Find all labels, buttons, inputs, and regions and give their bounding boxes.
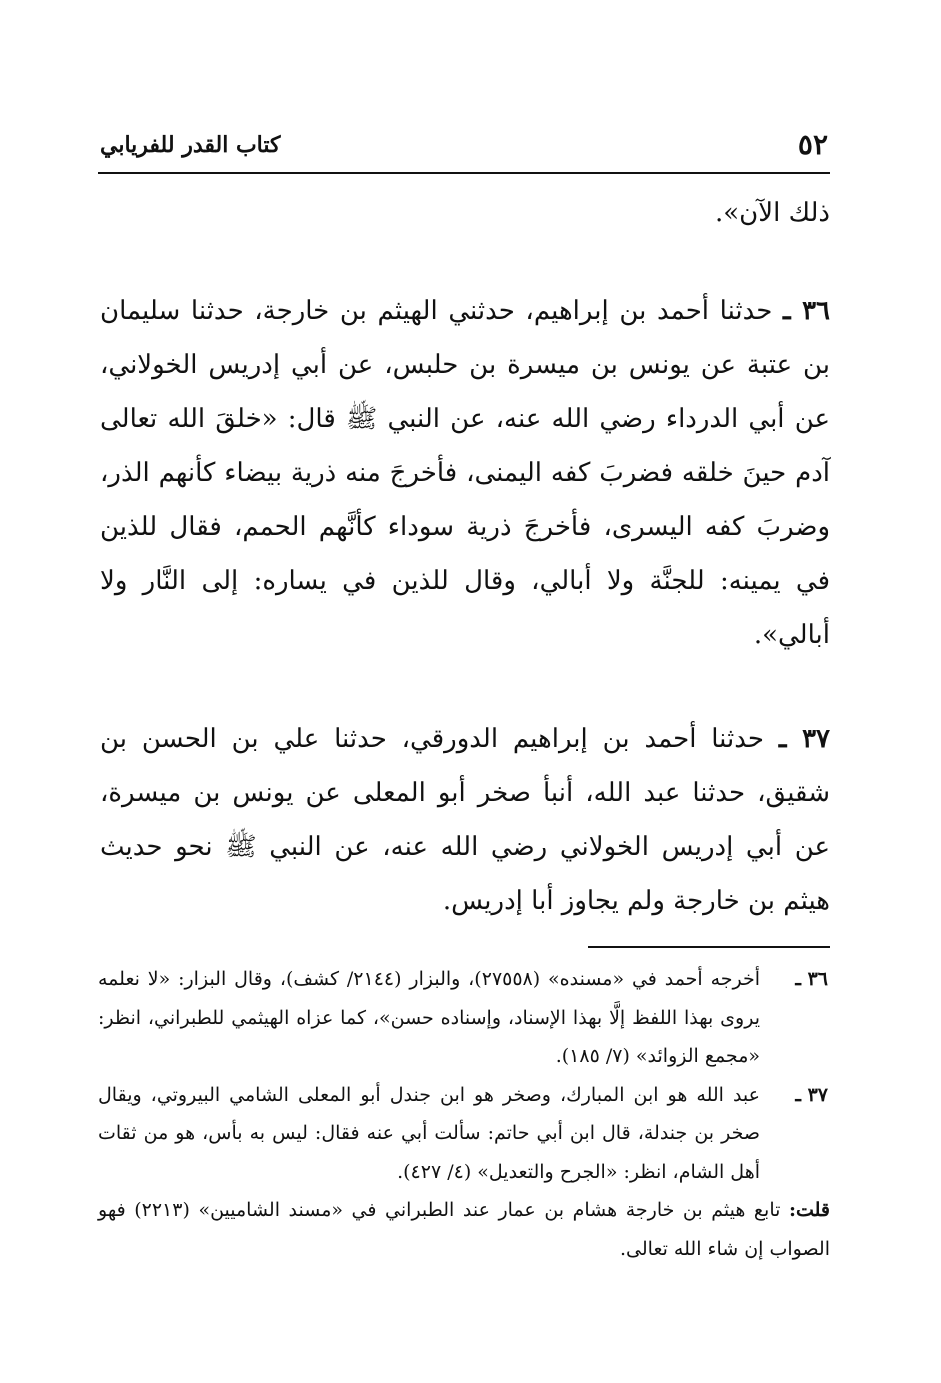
footnote-36-text: أخرجه أحمد في «مسنده» (٢٧٥٥٨)، والبزار (٢١٤٤/ كشف)، وقال البزار: «لا نعلمه يروى بهذا اللفظ إلَّا بهذا الإسناد، وإسناده حسن»، كما عزاه الهيثمي للطبراني، انظر: «مجمع الزوائد» (٧/ ١٨٥). xyxy=(98,968,761,1067)
hadith-36-text: حدثنا أحمد بن إبراهيم، حدثني الهيثم بن خارجة، حدثنا سليمان بن عتبة عن يونس بن ميسرة بن حلبس، عن أبي إدريس الخولاني، عن أبي الدرداء رضي الله عنه، عن النبي ﷺ قال: «خلقَ الله تعالى آدم حينَ خلقه فضربَ كفه اليمنى، فأخرجَ منه ذرية بيضاء كأنهم الذر، وضربَ كفه اليسرى، فأخرجَ ذرية سوداء كأنَّهم الحمم، فقال للذين في يمينه: للجنَّة ولا أبالي، وقال للذين في يساره: إلى النَّار ولا أبالي». xyxy=(100,296,830,650)
footnote-37-number: ٣٧ ـ xyxy=(795,1083,828,1106)
hadith-36-paragraph xyxy=(100,284,830,662)
hadith-37-number: ٣٧ ـ xyxy=(778,724,831,754)
page-header xyxy=(98,128,830,174)
hadith-36-number: ٣٦ ـ xyxy=(783,296,831,326)
continuation-paragraph: ذلك الآن». xyxy=(715,198,830,228)
footnote-37-text: عبد الله هو ابن المبارك، وصخر هو ابن جندل أبو المعلى الشامي البيروتي، ويقال صخر بن جندلة، قال ابن أبي حاتم: سألت أبي عنه فقال: ليس به بأس، هو من ثقات أهل الشام، انظر: «الجرح والتعديل» (٤/ ٤٢٧). xyxy=(98,1083,760,1183)
footnote-36 xyxy=(98,960,830,1076)
page-number: ٥٢ xyxy=(797,128,828,161)
editor-note-text: تابع هيثم بن خارجة هشام بن عمار عند الطبراني في «مسند الشاميين» (٢٢١٣) فهو الصواب إن شاء الله تعالى. xyxy=(98,1199,830,1260)
hadith-36 xyxy=(100,284,830,662)
continuation-text xyxy=(100,186,830,240)
hadith-37-text: حدثنا أحمد بن إبراهيم الدورقي، حدثنا علي بن الحسن بن شقيق، حدثنا عبد الله، أنبأ صخر أبو المعلى عن يونس بن ميسرة، عن أبي إدريس الخولاني رضي الله عنه، عن النبي ﷺ نحو حديث هيثم بن خارجة ولم يجاوز أبا إدريس. xyxy=(100,724,830,916)
footnote-37 xyxy=(98,1076,830,1192)
footnote-divider xyxy=(588,946,830,948)
editor-note-label: قلت: xyxy=(788,1199,830,1221)
footnotes xyxy=(98,960,830,1268)
hadith-37 xyxy=(100,712,830,928)
footnote-editor-note xyxy=(98,1191,830,1268)
header-divider xyxy=(98,172,830,174)
book-title: كتاب القدر للفريابي xyxy=(100,132,281,158)
hadith-37-paragraph xyxy=(100,712,830,928)
footnote-36-number: ٣٦ ـ xyxy=(795,968,828,990)
